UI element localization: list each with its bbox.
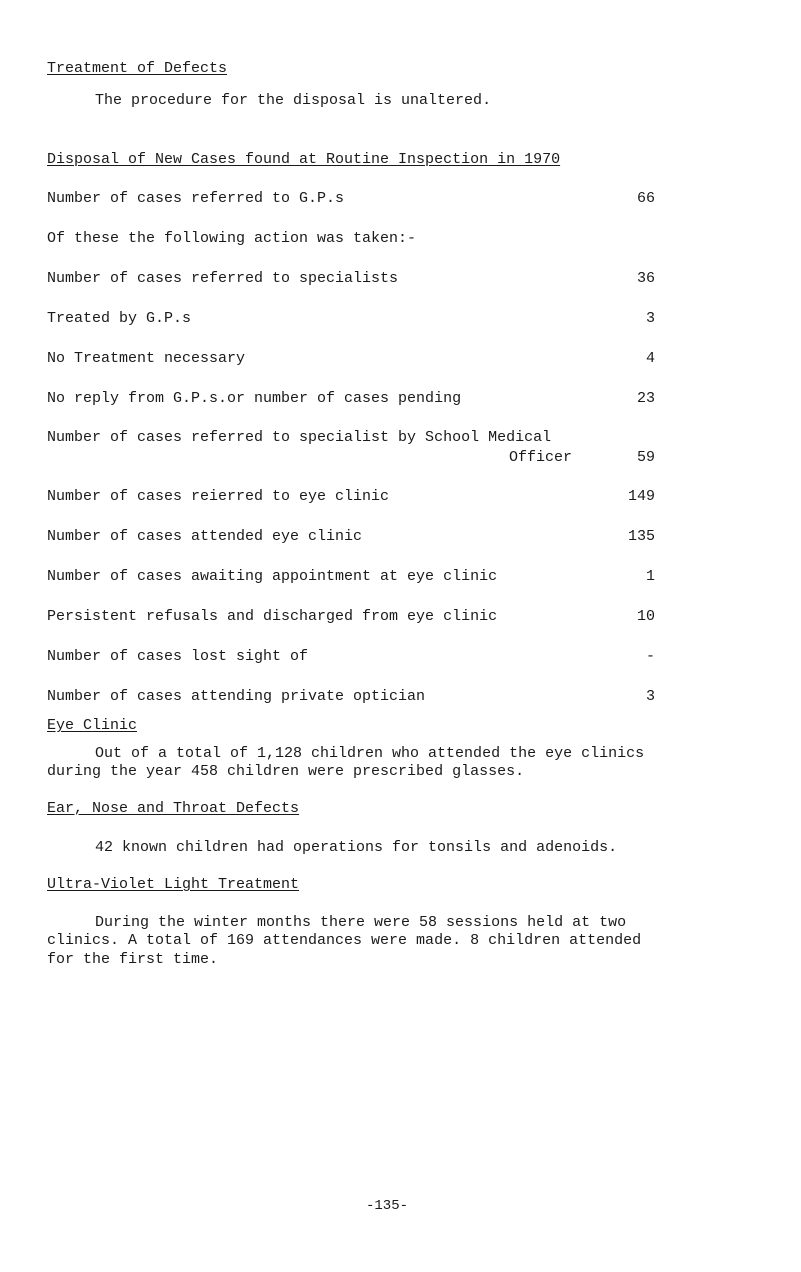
treatment-text: The procedure for the disposal is unaltered. bbox=[95, 92, 492, 109]
refusals-value: 10 bbox=[636, 608, 655, 625]
uv-line2: clinics. A total of 169 attendances were made. 8 children attended bbox=[47, 932, 642, 949]
private-optician-value: 3 bbox=[645, 688, 655, 705]
treatment-heading: Treatment of Defects bbox=[47, 60, 228, 77]
lost-sight-value: - bbox=[645, 648, 655, 665]
no-treatment-value: 4 bbox=[645, 350, 655, 367]
ent-text: 42 known children had operations for tonsils and adenoids. bbox=[95, 839, 618, 856]
specialists-value: 36 bbox=[636, 270, 655, 287]
gp-referred-value: 66 bbox=[636, 190, 655, 207]
awaiting-label: Number of cases awaiting appointment at eye clinic bbox=[47, 568, 498, 585]
no-treatment-label: No Treatment necessary bbox=[47, 350, 246, 367]
disposal-heading: Disposal of New Cases found at Routine Inspection in 1970 bbox=[47, 151, 561, 168]
specialists-label: Number of cases referred to specialists bbox=[47, 270, 399, 287]
treated-gp-value: 3 bbox=[645, 310, 655, 327]
eye-referred-value: 149 bbox=[627, 488, 655, 505]
ent-heading: Ear, Nose and Throat Defects bbox=[47, 800, 300, 817]
awaiting-value: 1 bbox=[645, 568, 655, 585]
following-text: Of these the following action was taken:- bbox=[47, 230, 417, 247]
no-reply-label: No reply from G.P.s.or number of cases pending bbox=[47, 390, 462, 407]
eye-attended-value: 135 bbox=[627, 528, 655, 545]
smo-label-line1: Number of cases referred to specialist by School Medical bbox=[47, 429, 552, 446]
eye-attended-label: Number of cases attended eye clinic bbox=[47, 528, 363, 545]
gp-referred-label: Number of cases referred to G.P.s bbox=[47, 190, 345, 207]
uv-line3: for the first time. bbox=[47, 951, 219, 968]
eye-clinic-line1: Out of a total of 1,128 children who attended the eye clinics bbox=[95, 745, 645, 762]
lost-sight-label: Number of cases lost sight of bbox=[47, 648, 309, 665]
eye-clinic-heading: Eye Clinic bbox=[47, 717, 138, 734]
refusals-label: Persistent refusals and discharged from eye clinic bbox=[47, 608, 498, 625]
eye-clinic-line2: during the year 458 children were prescribed glasses. bbox=[47, 763, 525, 780]
smo-label-line2: Officer bbox=[509, 449, 573, 466]
treated-gp-label: Treated by G.P.s bbox=[47, 310, 192, 327]
private-optician-label: Number of cases attending private optician bbox=[47, 688, 426, 705]
no-reply-value: 23 bbox=[636, 390, 655, 407]
page-number: -135- bbox=[366, 1198, 409, 1214]
eye-referred-label: Number of cases reierred to eye clinic bbox=[47, 488, 390, 505]
smo-value: 59 bbox=[636, 449, 655, 466]
uv-heading: Ultra-Violet Light Treatment bbox=[47, 876, 300, 893]
uv-line1: During the winter months there were 58 sessions held at two bbox=[95, 914, 627, 931]
